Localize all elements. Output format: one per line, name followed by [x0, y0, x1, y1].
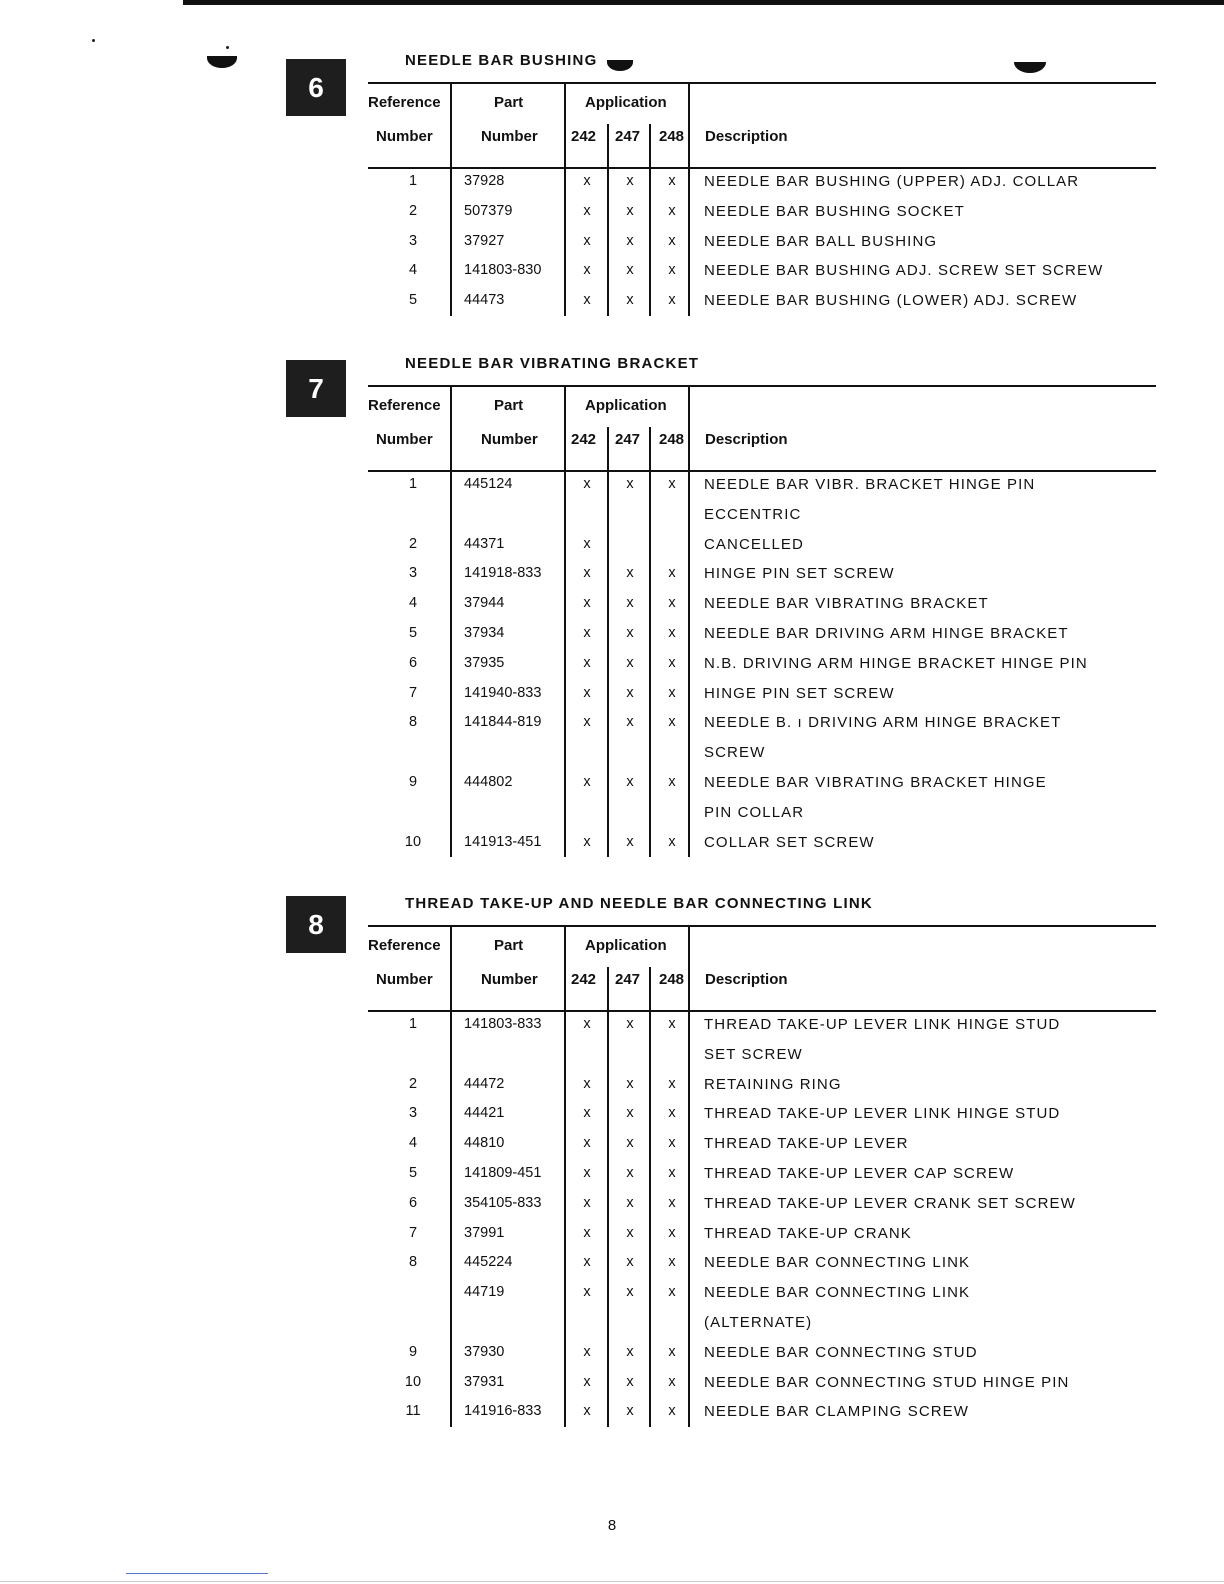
reference-number: 5: [408, 625, 418, 641]
application-mark-247: x: [626, 202, 634, 219]
reference-number: 10: [404, 1373, 422, 1390]
application-mark-242: x: [583, 595, 591, 612]
application-mark-248: x: [668, 625, 676, 641]
application-mark-247: x: [626, 476, 634, 492]
application-mark-247: x: [626, 1403, 634, 1420]
application-mark-247: x: [626, 1075, 634, 1092]
ref-header-top: Reference: [368, 397, 441, 414]
reference-number: 5: [408, 1165, 418, 1181]
part-description: THREAD TAKE-UP LEVER CRANK SET SCREW: [704, 1194, 1076, 1212]
application-mark-247: x: [626, 1284, 634, 1301]
application-mark-242: x: [583, 262, 591, 279]
column-divider: [649, 427, 651, 857]
header-rule: [368, 1010, 1156, 1012]
application-mark-248: x: [668, 173, 676, 189]
application-mark-242: x: [583, 1403, 591, 1420]
application-mark-242: x: [583, 714, 591, 731]
part-number: 141940-833: [464, 684, 542, 701]
column-divider: [649, 124, 651, 316]
part-number: 141844-819: [464, 714, 542, 731]
model-242-header: 242: [571, 971, 597, 988]
application-mark-242: x: [583, 774, 591, 790]
part-description: COLLAR SET SCREW: [704, 833, 875, 851]
column-divider: [607, 124, 609, 316]
application-mark-242: x: [583, 1284, 591, 1301]
model-248-header: 248: [659, 971, 685, 988]
part-number: 445124: [464, 476, 513, 492]
reference-number: 6: [408, 1194, 418, 1211]
column-divider: [450, 82, 452, 316]
application-mark-248: x: [668, 714, 676, 731]
reference-number: 2: [408, 535, 418, 552]
model-247-header: 247: [615, 431, 641, 448]
application-mark-247: x: [626, 173, 634, 189]
reference-number: 3: [408, 232, 418, 249]
part-description: NEEDLE BAR BUSHING (UPPER) ADJ. COLLAR: [704, 173, 1080, 190]
reference-number: 6: [408, 654, 418, 671]
reference-number: 8: [408, 1254, 418, 1271]
application-mark-248: x: [668, 292, 676, 309]
part-header-top: Part: [494, 937, 524, 954]
application-mark-248: x: [668, 1016, 676, 1032]
reference-number: 1: [408, 1016, 418, 1032]
column-divider: [564, 925, 566, 1427]
part-number: 37935: [464, 654, 505, 671]
scan-speck: [92, 39, 95, 42]
reference-number: 7: [408, 1224, 418, 1241]
application-mark-242: x: [583, 565, 591, 582]
application-mark-247: x: [626, 1254, 634, 1271]
application-mark-242: x: [583, 232, 591, 249]
part-description: NEEDLE BAR CONNECTING STUD: [704, 1343, 978, 1361]
scan-blot: [207, 56, 237, 68]
model-247-header: 247: [615, 128, 641, 145]
reference-number: 4: [408, 262, 418, 279]
application-mark-248: x: [668, 1075, 676, 1092]
application-mark-248: x: [668, 654, 676, 671]
application-mark-242: x: [583, 1194, 591, 1211]
application-mark-248: x: [668, 684, 676, 701]
application-mark-247: x: [626, 833, 634, 850]
part-number: 141803-833: [464, 1016, 542, 1032]
application-mark-242: x: [583, 654, 591, 671]
application-mark-247: x: [626, 1343, 634, 1360]
application-mark-248: x: [668, 1403, 676, 1420]
part-header-bottom: Number: [481, 128, 538, 145]
section-title: NEEDLE BAR VIBRATING BRACKET: [405, 355, 700, 372]
application-mark-247: x: [626, 232, 634, 249]
part-number: 444802: [464, 774, 513, 790]
ref-header-top: Reference: [368, 94, 441, 111]
ref-header-bottom: Number: [376, 431, 433, 448]
application-mark-242: x: [583, 625, 591, 641]
title-rule: [368, 82, 1156, 84]
part-number: 37934: [464, 625, 505, 641]
application-mark-247: x: [626, 292, 634, 309]
application-mark-248: x: [668, 232, 676, 249]
application-mark-242: x: [583, 1105, 591, 1122]
description-header: Description: [705, 128, 788, 145]
part-number: 445224: [464, 1254, 513, 1271]
application-mark-247: x: [626, 1105, 634, 1122]
application-mark-248: x: [668, 202, 676, 219]
application-mark-242: x: [583, 833, 591, 850]
part-number: 141913-451: [464, 833, 542, 850]
reference-number: 3: [408, 565, 418, 582]
part-description: NEEDLE B. ı DRIVING ARM HINGE BRACKET: [704, 714, 1062, 732]
part-description: NEEDLE BAR CLAMPING SCREW: [704, 1403, 970, 1421]
parts-section: [368, 355, 1168, 855]
application-mark-242: x: [583, 1224, 591, 1241]
part-description: NEEDLE BAR BUSHING ADJ. SCREW SET SCREW: [704, 262, 1104, 280]
part-description: HINGE PIN SET SCREW: [704, 684, 895, 702]
reference-number: 1: [408, 173, 418, 189]
application-mark-247: x: [626, 1224, 634, 1241]
reference-number: 5: [408, 292, 418, 309]
model-248-header: 248: [659, 128, 685, 145]
application-mark-242: x: [583, 202, 591, 219]
section-title: NEEDLE BAR BUSHING: [405, 52, 598, 69]
part-number: 44719: [464, 1284, 505, 1301]
part-description: RETAINING RING: [704, 1075, 842, 1093]
part-number: 141809-451: [464, 1165, 542, 1181]
application-mark-247: x: [626, 1135, 634, 1152]
reference-number: 1: [408, 476, 418, 492]
part-number: 44472: [464, 1075, 505, 1092]
part-description: NEEDLE BAR DRIVING ARM HINGE BRACKET: [704, 625, 1069, 642]
model-248-header: 248: [659, 431, 685, 448]
application-mark-247: x: [626, 1165, 634, 1181]
application-mark-242: x: [583, 1016, 591, 1032]
application-mark-247: x: [626, 684, 634, 701]
description-header: Description: [705, 971, 788, 988]
application-mark-247: x: [626, 774, 634, 790]
model-242-header: 242: [571, 128, 597, 145]
application-mark-248: x: [668, 1105, 676, 1122]
part-number: 37930: [464, 1343, 505, 1360]
part-number: 141918-833: [464, 565, 542, 582]
header-rule: [368, 470, 1156, 472]
title-rule: [368, 385, 1156, 387]
part-description: N.B. DRIVING ARM HINGE BRACKET HINGE PIN: [704, 654, 1088, 672]
reference-number: 11: [405, 1403, 421, 1420]
application-mark-242: x: [583, 684, 591, 701]
application-mark-242: x: [583, 292, 591, 309]
application-mark-242: x: [583, 173, 591, 189]
column-divider: [607, 967, 609, 1427]
header-rule: [368, 167, 1156, 169]
application-mark-247: x: [626, 1194, 634, 1211]
part-number: 507379: [464, 202, 513, 219]
part-description: THREAD TAKE-UP LEVER LINK HINGE STUD: [704, 1105, 1061, 1123]
application-mark-242: x: [583, 1343, 591, 1360]
reference-number: 2: [408, 202, 418, 219]
part-description: THREAD TAKE-UP LEVER: [704, 1135, 909, 1153]
column-divider: [607, 427, 609, 857]
application-mark-248: x: [668, 262, 676, 279]
footer-rule: [0, 1581, 1224, 1582]
part-description: THREAD TAKE-UP LEVER CAP SCREW: [704, 1165, 1015, 1182]
application-mark-248: x: [668, 1194, 676, 1211]
part-description: (ALTERNATE): [704, 1314, 813, 1331]
part-header-bottom: Number: [481, 431, 538, 448]
application-mark-247: x: [626, 1016, 634, 1032]
application-mark-247: x: [626, 714, 634, 731]
part-description: PIN COLLAR: [704, 803, 805, 821]
reference-number: 8: [408, 714, 418, 731]
application-mark-248: x: [668, 774, 676, 790]
part-number: 141803-830: [464, 262, 542, 279]
application-mark-242: x: [583, 1075, 591, 1092]
part-description: HINGE PIN SET SCREW: [704, 565, 895, 583]
reference-number: 9: [408, 774, 418, 790]
part-description: NEEDLE BAR VIBRATING BRACKET HINGE: [704, 774, 1047, 791]
part-description: NEEDLE BAR CONNECTING LINK: [704, 1284, 971, 1302]
page-number: 8: [607, 1517, 617, 1534]
column-divider: [564, 385, 566, 857]
application-mark-247: x: [626, 1373, 634, 1390]
column-divider: [688, 925, 690, 1427]
application-mark-247: x: [626, 654, 634, 671]
part-description: NEEDLE BAR BUSHING (LOWER) ADJ. SCREW: [704, 292, 1078, 310]
part-description: NEEDLE BAR CONNECTING STUD HINGE PIN: [704, 1373, 1070, 1391]
application-mark-248: x: [668, 1343, 676, 1360]
part-number: 37991: [464, 1224, 505, 1241]
part-number: 37931: [464, 1373, 505, 1390]
description-header: Description: [705, 431, 788, 448]
parts-section: [368, 52, 1168, 312]
application-mark-248: x: [668, 833, 676, 850]
application-mark-248: x: [668, 1284, 676, 1301]
reference-number: 4: [408, 595, 418, 612]
part-number: 44421: [464, 1105, 505, 1122]
part-description: SET SCREW: [704, 1045, 803, 1063]
application-mark-242: x: [583, 476, 591, 492]
part-number: 44810: [464, 1135, 505, 1152]
part-description: CANCELLED: [704, 535, 804, 553]
application-mark-248: x: [668, 476, 676, 492]
reference-number: 4: [408, 1135, 418, 1152]
parts-section: [368, 895, 1168, 1425]
application-mark-247: x: [626, 262, 634, 279]
column-divider: [564, 82, 566, 316]
application-mark-242: x: [583, 1165, 591, 1181]
application-mark-248: x: [668, 565, 676, 582]
application-header: Application: [585, 937, 667, 954]
application-mark-248: x: [668, 1254, 676, 1271]
reference-number: 2: [408, 1075, 418, 1092]
footer-link-rule: [126, 1573, 268, 1574]
part-description: ECCENTRIC: [704, 505, 802, 523]
section-title: THREAD TAKE-UP AND NEEDLE BAR CONNECTING LINK: [405, 895, 873, 912]
reference-number: 9: [408, 1343, 418, 1360]
application-mark-242: x: [583, 535, 591, 552]
part-description: NEEDLE BAR BALL BUSHING: [704, 232, 938, 250]
application-mark-248: x: [668, 1135, 676, 1152]
part-header-top: Part: [494, 94, 524, 111]
part-number: 37927: [464, 232, 505, 249]
section-badge: 7: [286, 360, 346, 417]
ref-header-bottom: Number: [376, 971, 433, 988]
part-description: NEEDLE BAR BUSHING SOCKET: [704, 202, 965, 220]
application-mark-247: x: [626, 565, 634, 582]
section-badge: 8: [286, 896, 346, 953]
column-divider: [688, 82, 690, 316]
reference-number: 10: [404, 833, 422, 850]
application-mark-248: x: [668, 1373, 676, 1390]
part-description: NEEDLE BAR CONNECTING LINK: [704, 1254, 971, 1272]
part-number: 354105-833: [464, 1194, 542, 1211]
model-247-header: 247: [615, 971, 641, 988]
application-mark-248: x: [668, 1165, 676, 1181]
part-number: 44473: [464, 292, 505, 309]
part-description: THREAD TAKE-UP LEVER LINK HINGE STUD: [704, 1016, 1061, 1033]
application-mark-248: x: [668, 1224, 676, 1241]
column-divider: [649, 967, 651, 1427]
part-description: SCREW: [704, 744, 766, 762]
application-header: Application: [585, 397, 667, 414]
model-242-header: 242: [571, 431, 597, 448]
application-mark-248: x: [668, 595, 676, 612]
part-number: 37928: [464, 173, 505, 189]
title-rule: [368, 925, 1156, 927]
application-mark-247: x: [626, 595, 634, 612]
part-number: 141916-833: [464, 1403, 542, 1420]
reference-number: 3: [408, 1105, 418, 1122]
part-number: 37944: [464, 595, 505, 612]
part-header-bottom: Number: [481, 971, 538, 988]
application-mark-242: x: [583, 1135, 591, 1152]
part-description: NEEDLE BAR VIBRATING BRACKET: [704, 595, 989, 613]
part-description: THREAD TAKE-UP CRANK: [704, 1224, 912, 1242]
part-number: 44371: [464, 535, 505, 552]
reference-number: 7: [408, 684, 418, 701]
part-header-top: Part: [494, 397, 524, 414]
application-mark-247: x: [626, 625, 634, 641]
application-header: Application: [585, 94, 667, 111]
top-border-rule: [183, 0, 1224, 5]
column-divider: [688, 385, 690, 857]
application-mark-242: x: [583, 1254, 591, 1271]
section-badge: 6: [286, 59, 346, 116]
scan-speck: [226, 46, 229, 49]
ref-header-bottom: Number: [376, 128, 433, 145]
application-mark-242: x: [583, 1373, 591, 1390]
part-description: NEEDLE BAR VIBR. BRACKET HINGE PIN: [704, 476, 1036, 493]
ref-header-top: Reference: [368, 937, 441, 954]
